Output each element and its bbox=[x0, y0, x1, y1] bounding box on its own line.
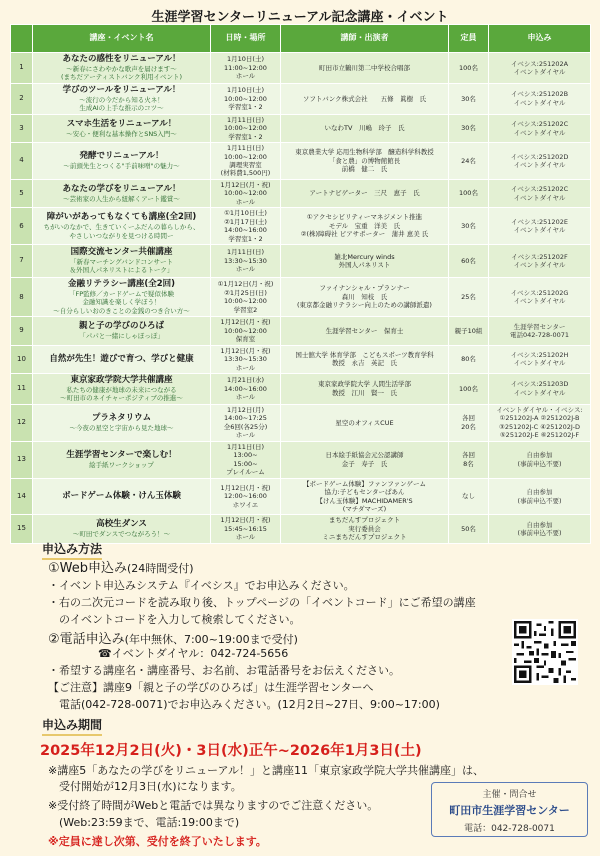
event-capacity: 24名 bbox=[449, 143, 489, 180]
event-lecturer: まちだんすプロジェクト 実行委員会 ミニまちだんすプロジェクト bbox=[281, 515, 449, 543]
event-apply: 生涯学習センター 電話042-728-0071 bbox=[489, 317, 591, 345]
event-title: ボードゲーム体験・けん玉体験 bbox=[62, 490, 181, 501]
event-title: 金融リテラシー講座(全2回) bbox=[67, 278, 175, 289]
event-name-cell bbox=[33, 277, 211, 316]
event-title: あなたの感性をリニューアル！ bbox=[62, 54, 181, 64]
event-datetime: 1月10日(土) 10:00~12:00 学習室1・2 bbox=[211, 83, 281, 114]
event-capacity: 80名 bbox=[449, 345, 489, 373]
event-lecturer: アートナビゲーター 三尺 恵子 氏 bbox=[281, 179, 449, 207]
event-apply: 自由参加 (事前申込不要) bbox=[489, 478, 591, 515]
event-title: あなたの学びをリニューアル！ bbox=[62, 183, 181, 194]
event-apply: イベシス:251202B イベントダイヤル bbox=[489, 83, 591, 114]
caution-line-2: 電話(042-728-0071)でお申込みください。(12月2日~27日、9:00~17:00) bbox=[48, 698, 440, 711]
events-table bbox=[10, 24, 591, 544]
tel-apply-heading: ②電話申込み bbox=[48, 632, 125, 647]
event-name-cell bbox=[33, 404, 211, 441]
event-name-cell bbox=[33, 143, 211, 180]
event-subtitle: 私たちの健康が地球の未来につながる ～町田市のネイチャーポジティブの推進～ bbox=[60, 386, 183, 403]
event-datetime: ①1月10日(土) ②1月17日(土) 14:00~16:00 学習室1・2 bbox=[211, 208, 281, 245]
event-datetime: 1月12日(月・祝) 15:45~16:15 ホール bbox=[211, 515, 281, 543]
event-apply: イベシス:251202E イベントダイヤル bbox=[489, 208, 591, 245]
period-note-3: ※受付終了時間がWebと電話では異なりますのでご注意ください。 bbox=[48, 799, 379, 812]
web-apply-heading: ①Web申込み bbox=[48, 561, 127, 576]
event-apply: イベシス:251202F イベントダイヤル bbox=[489, 244, 591, 277]
event-apply: 自由参加 (事前申込不要) bbox=[489, 441, 591, 478]
row-number: 10 bbox=[11, 345, 33, 373]
header-no bbox=[11, 25, 33, 53]
event-apply: イベシス:251202H イベントダイヤル bbox=[489, 345, 591, 373]
event-capacity: 100名 bbox=[449, 179, 489, 207]
event-name-cell bbox=[33, 373, 211, 404]
caution-line-1: 【ご注意】講座9「親と子の学びのひろば」は生涯学習センターへ bbox=[48, 681, 374, 694]
event-name-cell bbox=[33, 515, 211, 543]
row-number: 1 bbox=[11, 53, 33, 84]
event-name-cell bbox=[33, 53, 211, 84]
qr-code[interactable] bbox=[512, 619, 578, 685]
table-row bbox=[11, 244, 591, 277]
event-title: 障がいがあってもなくても講座(全2回) bbox=[46, 212, 197, 223]
event-capacity: なし bbox=[449, 478, 489, 515]
header-capacity: 定員 bbox=[449, 25, 489, 53]
event-lecturer: 国士舘大学 体育学部 こどもスポーツ教育学科 教授 永吉 英記 氏 bbox=[281, 345, 449, 373]
event-datetime: 1月10日(土) 11:00~12:00 ホール bbox=[211, 53, 281, 84]
event-lecturer: 町田市立鶴川第二中学校合唱部 bbox=[281, 53, 449, 84]
event-lecturer: 東京農業大学 応用生物科学部 醸造科学科教授 「食と農」の博物館館長 前橋 健二 氏 bbox=[281, 143, 449, 180]
event-datetime: 1月11日(日) 10:00~12:00 調理実習室 (材料費1,500円) bbox=[211, 143, 281, 180]
table-row bbox=[11, 83, 591, 114]
header-event-name: 講座・イベント名 bbox=[33, 25, 211, 53]
table-row bbox=[11, 345, 591, 373]
event-capacity: 60名 bbox=[449, 244, 489, 277]
event-datetime: 1月11日(日) 13:00~ 15:00~ プレイルーム bbox=[211, 441, 281, 478]
row-number: 2 bbox=[11, 83, 33, 114]
row-number: 4 bbox=[11, 143, 33, 180]
event-title: 高校生ダンス bbox=[96, 519, 147, 530]
web-line-2: ・右の二次元コードを読み取り後、トップページの「イベントコード」にご希望の講座 bbox=[48, 596, 476, 609]
event-name-cell bbox=[33, 179, 211, 207]
row-number: 6 bbox=[11, 208, 33, 245]
event-name-cell bbox=[33, 244, 211, 277]
event-subtitle: 絵手紙ワークショップ bbox=[89, 461, 154, 470]
tel-line-2: ・希望する講座名・講座番号、お名前、お電話番号をお伝えください。 bbox=[48, 664, 400, 677]
header-lecturer: 講師・出演者 bbox=[281, 25, 449, 53]
event-capacity: 親子10組 bbox=[449, 317, 489, 345]
event-title: 自然が先生！遊びで育つ、学びと健康 bbox=[49, 353, 194, 364]
event-apply: イベシス:251202C イベントダイヤル bbox=[489, 114, 591, 142]
event-title: 東京家政学院大学共催講座 bbox=[70, 374, 173, 385]
event-lecturer: 雑北Mercury winds 外国人パネリスト bbox=[281, 244, 449, 277]
table-row bbox=[11, 515, 591, 543]
period-dates: 2025年12月2日(火)・3日(水)正午~2026年1月3日(土) bbox=[40, 743, 422, 759]
event-capacity: 30名 bbox=[449, 114, 489, 142]
web-line-1: ・イベント申込みシステム『イベシス』でお申込みください。 bbox=[48, 579, 355, 592]
event-datetime: 1月12日(月・祝) 10:00~12:00 ホール bbox=[211, 179, 281, 207]
event-lecturer: 星空のオフィスCUE bbox=[281, 404, 449, 441]
web-line-3: のイベントコードを入力して検索してください。 bbox=[48, 613, 301, 626]
event-title: 親と子の学びのひろば bbox=[78, 321, 164, 332]
event-subtitle: ～安心・便利な基本操作とSNS入門～ bbox=[66, 129, 177, 138]
event-name-cell bbox=[33, 114, 211, 142]
period-note-5: ※定員に達し次第、受付を終了いたします。 bbox=[48, 835, 267, 848]
event-lecturer: ①アクセシビリティーマネジメント推進 モデル 宝重 洋美 氏 ②(株)障碍社 ピアサポーター 蒲井 恵美 氏 bbox=[281, 208, 449, 245]
event-lecturer: 日本絵手紙協会元公認講師 金子 寿子 氏 bbox=[281, 441, 449, 478]
header-apply: 申込み bbox=[489, 25, 591, 53]
event-name-cell bbox=[33, 208, 211, 245]
event-title: 発酵でリニューアル！ bbox=[79, 151, 164, 162]
page-title: 生涯学習センターリニューアル記念講座・イベント bbox=[151, 10, 449, 25]
event-lecturer: いなわTV 川嶋 玲子 氏 bbox=[281, 114, 449, 142]
table-row bbox=[11, 179, 591, 207]
event-title: 国際交流センター共催講座 bbox=[70, 247, 173, 257]
event-capacity: 各回 20名 bbox=[449, 404, 489, 441]
period-note-4: (Web:23:59まで、電話:19:00まで) bbox=[48, 816, 240, 829]
event-title: 学びのツールをリニューアル！ bbox=[62, 84, 181, 95]
event-datetime: 1月12日(月・祝) 12:00~16:00 ホワイエ bbox=[211, 478, 281, 515]
event-datetime: 1月12日(月・祝) 10:00~12:00 保育室 bbox=[211, 317, 281, 345]
table-row bbox=[11, 53, 591, 84]
event-title: スマホ生活をリニューアル！ bbox=[66, 118, 177, 129]
header-datetime: 日時・場所 bbox=[211, 25, 281, 53]
event-apply: イベシス:251202A イベントダイヤル bbox=[489, 53, 591, 84]
event-subtitle: 「パパと一緒にしゃぼっぽ」 bbox=[79, 332, 164, 341]
event-apply: 自由参加 (事前申込不要) bbox=[489, 515, 591, 543]
event-lecturer: ソフトバンク株式会社 五條 眞樹 氏 bbox=[281, 83, 449, 114]
tel-apply-note: (年中無休、7:00~19:00まで受付) bbox=[124, 633, 298, 646]
event-capacity: 30名 bbox=[449, 208, 489, 245]
event-capacity: 100名 bbox=[449, 373, 489, 404]
event-name-cell bbox=[33, 478, 211, 515]
web-apply-note: (24時間受付) bbox=[127, 562, 194, 575]
row-number: 12 bbox=[11, 404, 33, 441]
howto-heading: 申込み方法 bbox=[42, 540, 102, 560]
event-subtitle: 「新春マーチングバンドコンサート ＆外国人パネリストによるトーク」 bbox=[69, 258, 174, 275]
row-number: 8 bbox=[11, 277, 33, 316]
event-title: プラネタリウム bbox=[91, 413, 152, 424]
table-row bbox=[11, 404, 591, 441]
event-capacity: 各回 8名 bbox=[449, 441, 489, 478]
event-apply: イベシス:251202C イベントダイヤル bbox=[489, 179, 591, 207]
event-capacity: 30名 bbox=[449, 83, 489, 114]
event-capacity: 100名 bbox=[449, 53, 489, 84]
event-datetime: 1月11日(日) 13:30~15:30 ホール bbox=[211, 244, 281, 277]
event-datetime: 1月12日(月) 14:00~17:25 全6回(各25分) ホール bbox=[211, 404, 281, 441]
event-subtitle: ～芸術家の人生から紐解くアート鑑賞～ bbox=[63, 194, 180, 203]
event-lecturer: 【ボードゲーム体験】ファンファンゲーム 協力:子どもセンターぱあん 【けん玉体験】MACHIDAMER'S (マチダマーズ) bbox=[281, 478, 449, 515]
row-number: 15 bbox=[11, 515, 33, 543]
event-apply: イベントダイヤル・イベシス: ①251202J-A ②251202J-B ③251202J-C ④251202J-D ⑤251202J-E ⑥251202J-F bbox=[489, 404, 591, 441]
contact-box bbox=[431, 782, 588, 837]
row-number: 5 bbox=[11, 179, 33, 207]
event-datetime: 1月12日(月・祝) 13:30~15:30 ホール bbox=[211, 345, 281, 373]
row-number: 11 bbox=[11, 373, 33, 404]
period-note-1: ※講座5「あなたの学びをリニューアル！」と講座11「東京家政学院大学共催講座」は、 bbox=[48, 764, 484, 777]
contact-org: 町田市生涯学習センター bbox=[449, 804, 570, 817]
contact-phone: 電話：042-728-0071 bbox=[464, 824, 555, 834]
contact-label: 主催・問合せ bbox=[482, 790, 537, 800]
event-subtitle: ～前頭先生とつくる"手前味噌"の魅力～ bbox=[63, 162, 180, 171]
table-row bbox=[11, 208, 591, 245]
event-subtitle: ～町田でダンスでつながろう！～ bbox=[72, 530, 171, 539]
event-lecturer: ファイナンシャル・プランナー 森川 知枝 氏 (東京都金融リテラシー向上のための講師派遣) bbox=[281, 277, 449, 316]
event-capacity: 25名 bbox=[449, 277, 489, 316]
row-number: 14 bbox=[11, 478, 33, 515]
row-number: 9 bbox=[11, 317, 33, 345]
table-row bbox=[11, 441, 591, 478]
event-subtitle: 「FP監修／カードゲームで疑似体験 金融知識を楽しく学ぼう！ ～自分らしいおのきことの金銭のつき合い方～ bbox=[53, 290, 190, 315]
web-apply-line bbox=[48, 557, 194, 576]
event-datetime: 1月21日(水) 14:00~16:00 ホール bbox=[211, 373, 281, 404]
event-subtitle: ～流行の今だから知る火ネ！ 生成AIの上手な推示のコツ～ bbox=[79, 95, 164, 113]
event-apply: イベシス:251202D イベントダイヤル bbox=[489, 143, 591, 180]
event-name-cell bbox=[33, 441, 211, 478]
row-number: 7 bbox=[11, 244, 33, 277]
event-subtitle: ～新春にさわやかな歌声を届けます～ (まちだアーティストバンク利用イベント) bbox=[60, 65, 183, 82]
table-row bbox=[11, 143, 591, 180]
table-row bbox=[11, 317, 591, 345]
event-apply: イベシス:251202G イベントダイヤル bbox=[489, 277, 591, 316]
period-note-2: 受付開始が12月3日(水)になります。 bbox=[48, 780, 242, 793]
event-datetime: ①1月12日(月・祝) ②1月25日(日) 10:00~12:00 学習室2 bbox=[211, 277, 281, 316]
event-subtitle: ～今夜の星空と宇宙から見た地球～ bbox=[69, 424, 174, 433]
event-name-cell bbox=[33, 83, 211, 114]
table-header-row bbox=[11, 25, 591, 53]
table-row bbox=[11, 373, 591, 404]
event-apply: イベシス:251203D イベントダイヤル bbox=[489, 373, 591, 404]
table-row bbox=[11, 277, 591, 316]
table-row bbox=[11, 114, 591, 142]
event-capacity: 50名 bbox=[449, 515, 489, 543]
row-number: 3 bbox=[11, 114, 33, 142]
event-subtitle: ちがいのなかで、生きていくーふだんの暮らしから、 やさしいつながりを見つける時間ー bbox=[43, 223, 200, 240]
event-datetime: 1月11日(日) 10:00~12:00 学習室1・2 bbox=[211, 114, 281, 142]
event-name-cell bbox=[33, 345, 211, 373]
event-lecturer: 東京家政学院大学 人間生活学部 教授 江川 賢一 氏 bbox=[281, 373, 449, 404]
event-title: 生涯学習センターで楽しむ！ bbox=[66, 450, 177, 460]
event-name-cell bbox=[33, 317, 211, 345]
row-number: 13 bbox=[11, 441, 33, 478]
period-heading: 申込み期間 bbox=[42, 716, 102, 736]
table-row bbox=[11, 478, 591, 515]
event-lecturer: 生涯学習センター 保育士 bbox=[281, 317, 449, 345]
tel-dial-line: ☎イベントダイヤル：042-724-5656 bbox=[98, 647, 289, 660]
